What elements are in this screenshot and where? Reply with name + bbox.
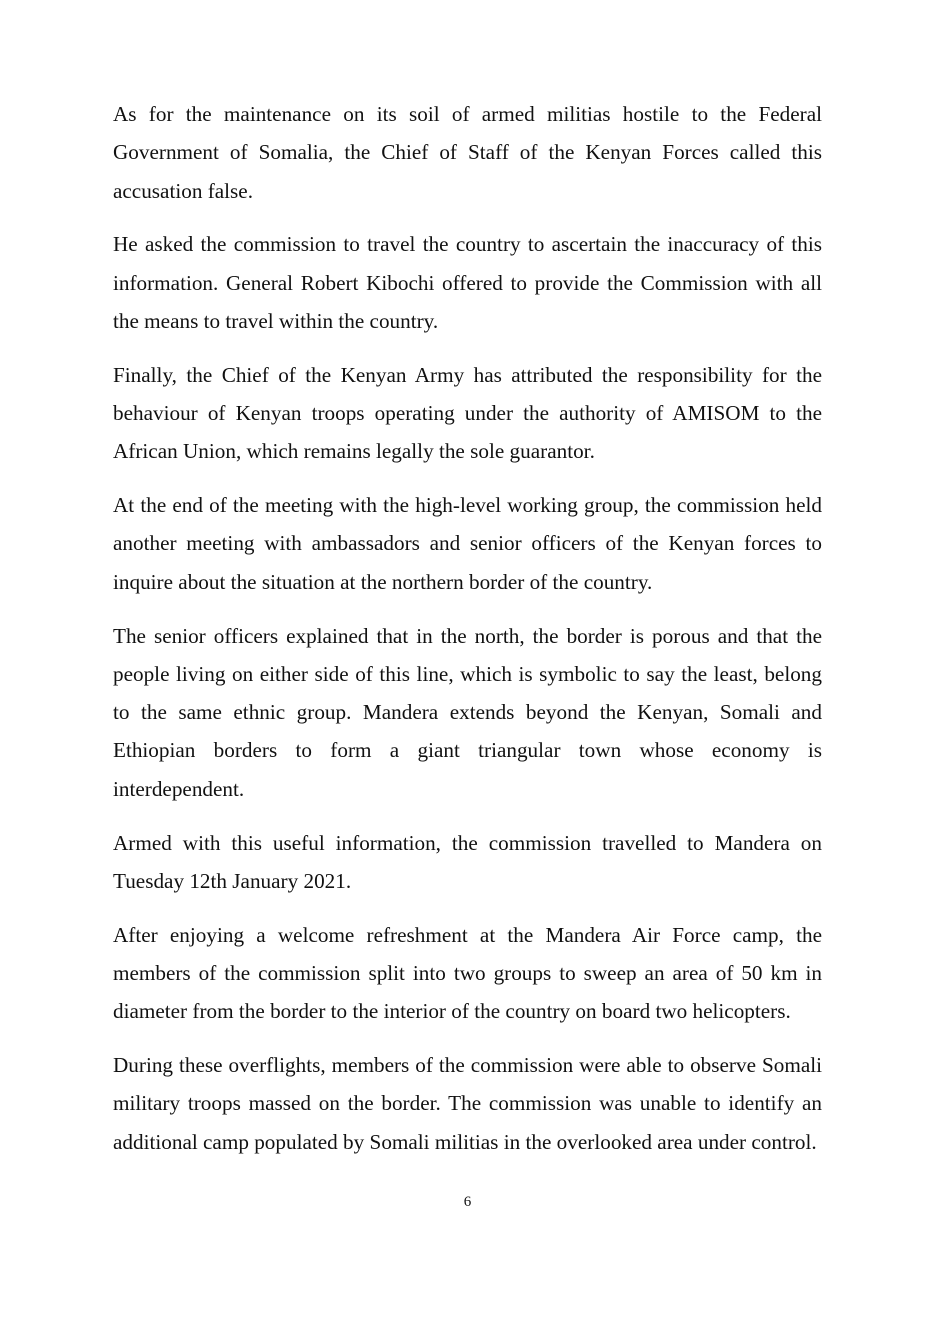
page-number: 6	[463, 1194, 472, 1210]
document-body	[113, 95, 822, 1176]
paragraph-overflight-observations: During these overflights, members of the commission were able to observe Somali military troops massed on the border. The commission was unable to identify an additional camp populated by Somali militias in the overlooked area under control.	[113, 1053, 822, 1154]
paragraph-porous-border: The senior officers explained that in the north, the border is porous and that the people living on either side of this line, which is symbolic to say the least, belong to the same ethnic group. Mandera extends beyond the Kenyan, Somali and Ethiopian borders to form a giant triangular town whose economy is interdependent.	[113, 623, 822, 801]
paragraph-militias-accusation: As for the maintenance on its soil of armed militias hostile to the Federal Government of Somalia, the Chief of Staff of the Kenyan Forces called this accusation false.	[113, 102, 822, 203]
paragraph-helicopter-sweep: After enjoying a welcome refreshment at the Mandera Air Force camp, the members of the commission split into two groups to sweep an area of 50 km in diameter from the border to the interior of the country on board two helicopters.	[113, 922, 822, 1024]
paragraph-amisom-responsibility: Finally, the Chief of the Kenyan Army has attributed the responsibility for the behaviour of Kenyan troops operating under the authority of AMISOM to the African Union, which remains legally the sole guarantor.	[113, 362, 822, 464]
paragraph-mandera-travel: Armed with this useful information, the commission travelled to Mandera on Tuesday 12th January 2021.	[113, 830, 822, 893]
paragraph-travel-request: He asked the commission to travel the country to ascertain the inaccuracy of this information. General Robert Kibochi offered to provide the Commission with all the means to travel within the country.	[113, 232, 822, 333]
paragraph-ambassadors-meeting: At the end of the meeting with the high-level working group, the commission held another meeting with ambassadors and senior officers of the Kenyan forces to inquire about the situation at the northern border of the country.	[113, 493, 822, 594]
